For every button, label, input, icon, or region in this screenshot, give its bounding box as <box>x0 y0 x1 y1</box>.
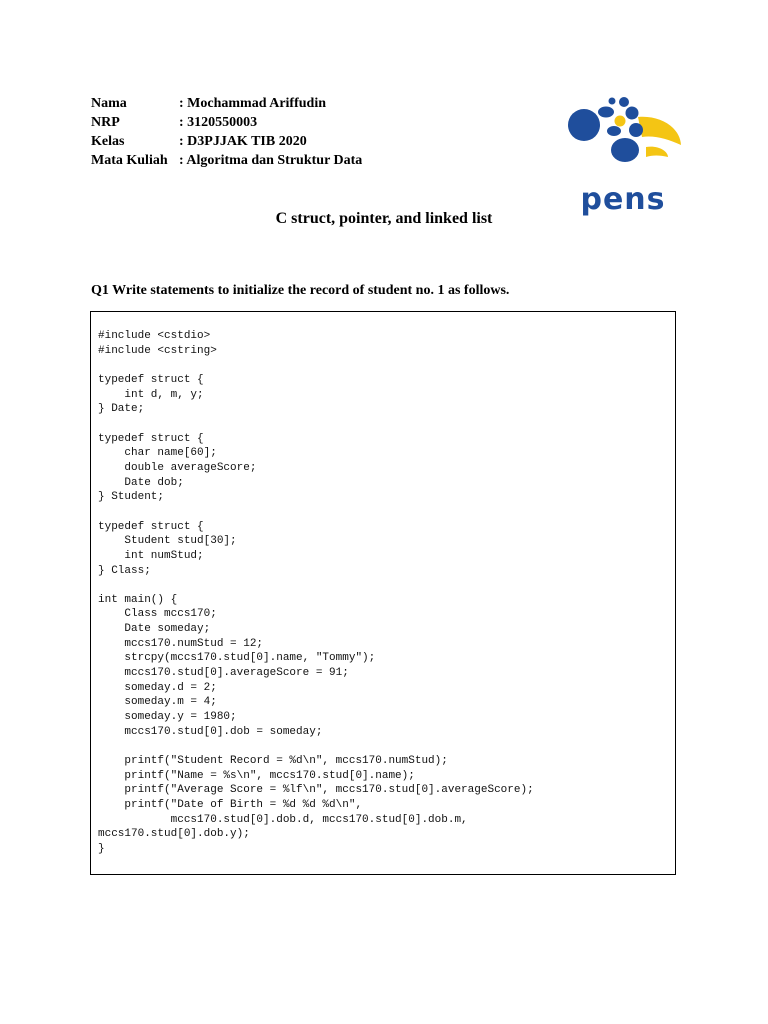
info-label: Nama <box>91 96 127 111</box>
pens-logo <box>562 95 684 217</box>
info-row-nrp <box>91 113 362 132</box>
info-label: Kelas <box>91 134 125 149</box>
student-info-table <box>91 94 362 170</box>
document-title: C struct, pointer, and linked list <box>275 210 493 227</box>
pens-logo-wordmark: pens <box>580 182 666 217</box>
info-value: : Mochammad Ariffudin <box>179 96 326 111</box>
info-label: NRP <box>91 115 120 130</box>
info-row-nama <box>91 94 362 113</box>
info-label: Mata Kuliah <box>91 153 168 168</box>
info-value: : Algoritma dan Struktur Data <box>179 153 363 168</box>
info-value: : 3120550003 <box>179 115 258 130</box>
code-block <box>90 311 676 875</box>
info-row-mata-kuliah <box>91 151 362 170</box>
question-label: Q1 Write statements to initialize the record of student no. 1 as follows. <box>91 283 510 298</box>
pens-logo-mark <box>568 97 681 162</box>
info-row-kelas <box>91 132 362 151</box>
info-value: : D3PJJAK TIB 2020 <box>179 134 307 149</box>
code-content: #include <cstdio> #include <cstring> typedef struct { int d, m, y; } Date; typedef struct { char name[60]; double averageScore; Date dob; } Student; typedef struct { Student stud[30]; int numStud; } Class; int main() { Class mccs170; Date someday; mccs170.numStud = 12; strcpy(mccs170.stud[0].name, "Tommy"); mccs170.stud[0].averageScore = 91; someday.d = 2; someday.m = 4; someday.y = 1980; mccs170.stud[0].dob = someday; printf("Student Record = %d\n", mccs170.numStud); printf("Name = %s\n", mccs170.stud[0].name); printf("Average Score = %lf\n", mccs170.stud[0].averageScore); printf("Date of Birth = %d %d %d\n", mccs170.stud[0].dob.d, mccs170.stud[0].dob.m, mccs170.stud[0].dob.y); } <box>98 330 534 855</box>
